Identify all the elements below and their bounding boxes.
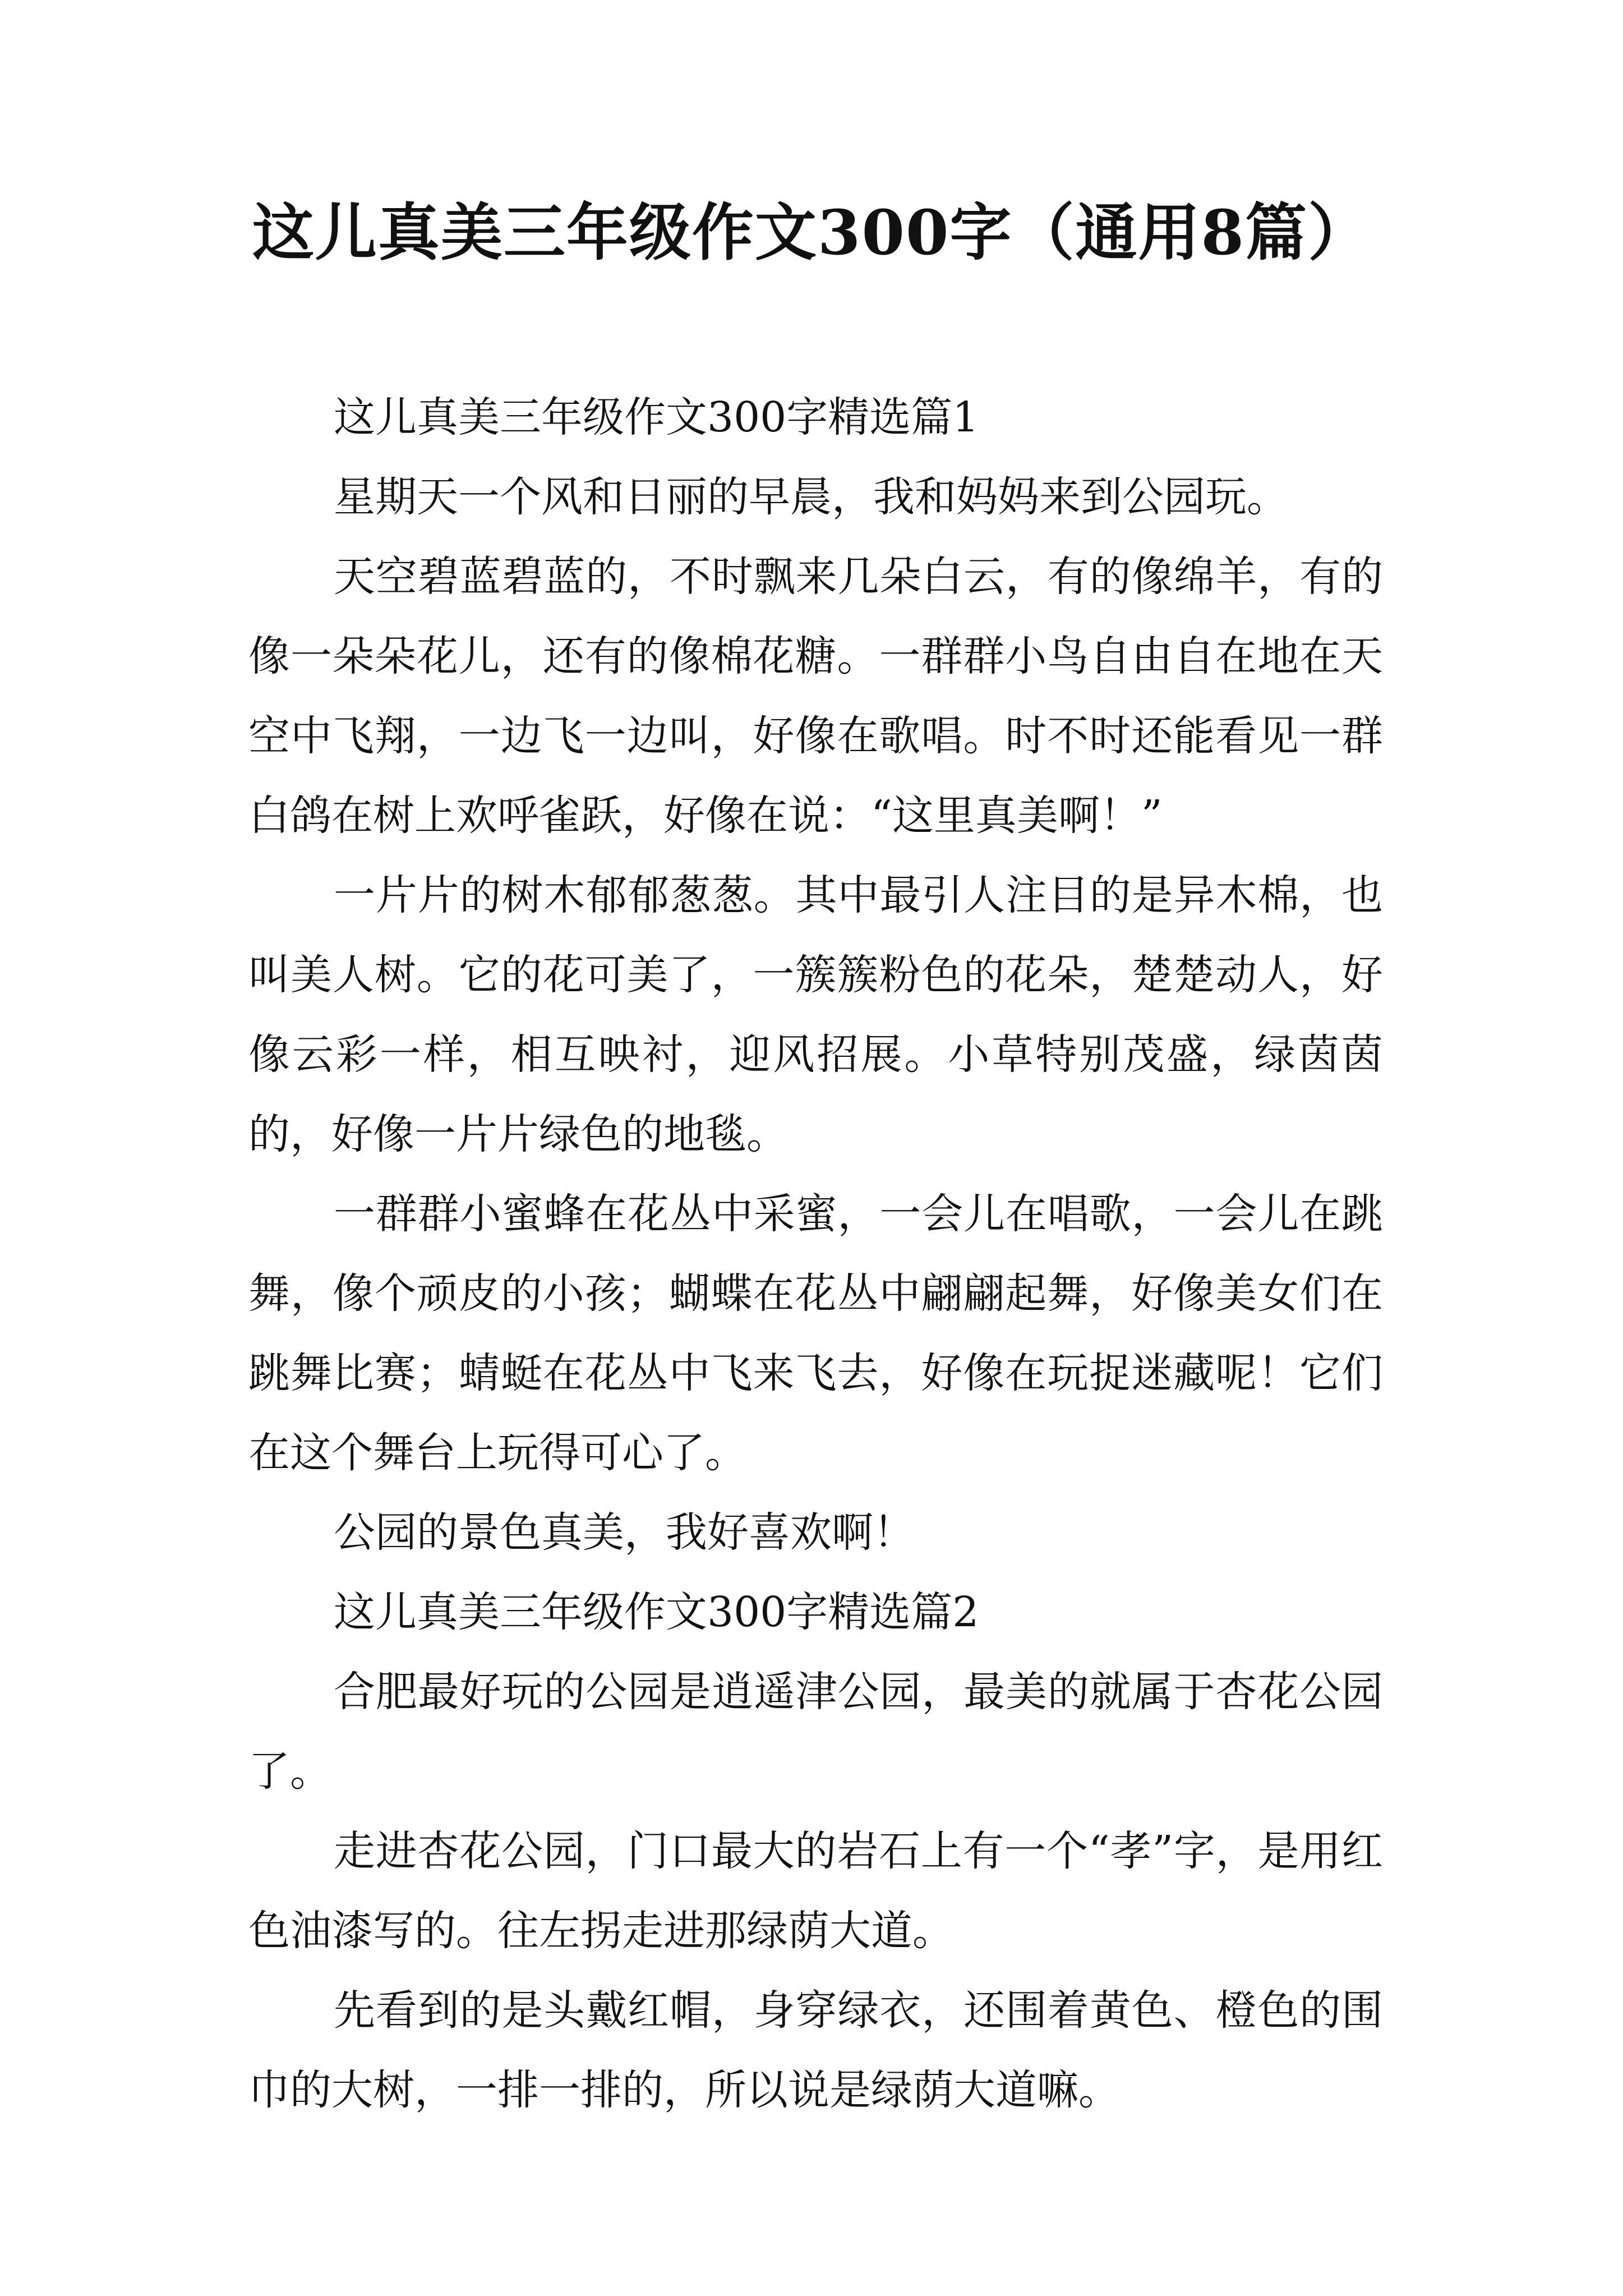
document-title: 这儿真美三年级作文300字（通用8篇） (252, 196, 1371, 269)
paragraph: 星期天一个风和日丽的早晨，我和妈妈来到公园玩。 (334, 473, 1288, 521)
paragraph: 一群群小蜜蜂在花丛中采蜜，一会儿在唱歌，一会儿在跳舞，像个顽皮的小孩；蝴蝶在花丛中翩翩起舞，好像美女们在跳舞比赛；蜻蜓在花丛中飞来飞去，好像在玩捉迷藏呢！它们在这个舞台上玩得可心了。 (248, 1190, 1383, 1477)
paragraph: 一片片的树木郁郁葱葱。其中最引人注目的是异木棉，也叫美人树。它的花可美了，一簇簇粉色的花朵，楚楚动人，好像云彩一样，相互映衬，迎风招展。小草特别茂盛，绿茵茵的，好像一片片绿色的地毯。 (248, 871, 1383, 1158)
paragraph: 合肥最好玩的公园是逍遥津公园，最美的就属于杏花公园了。 (248, 1668, 1383, 1796)
paragraph: 公园的景色真美，我好喜欢啊！ (334, 1508, 915, 1557)
paragraph: 先看到的是头戴红帽，身穿绿衣，还围着黄色、橙色的围巾的大树，一排一排的，所以说是绿荫大道嘛。 (248, 1986, 1383, 2114)
document-body (248, 378, 1383, 2130)
paragraph: 走进杏花公园，门口最大的岩石上有一个“孝”字，是用红色油漆写的。往左拐走进那绿荫大道。 (248, 1827, 1383, 1955)
section-heading-1: 这儿真美三年级作文300字精选篇1 (334, 393, 979, 441)
paragraph: 天空碧蓝碧蓝的，不时飘来几朵白云，有的像绵羊，有的像一朵朵花儿，还有的像棉花糖。一群群小鸟自由自在地在天空中飞翔，一边飞一边叫，好像在歌唱。时不时还能看见一群白鸽在树上欢呼雀跃，好像在说：“这里真美啊！” (248, 553, 1383, 840)
section-heading-2: 这儿真美三年级作文300字精选篇2 (334, 1588, 979, 1636)
